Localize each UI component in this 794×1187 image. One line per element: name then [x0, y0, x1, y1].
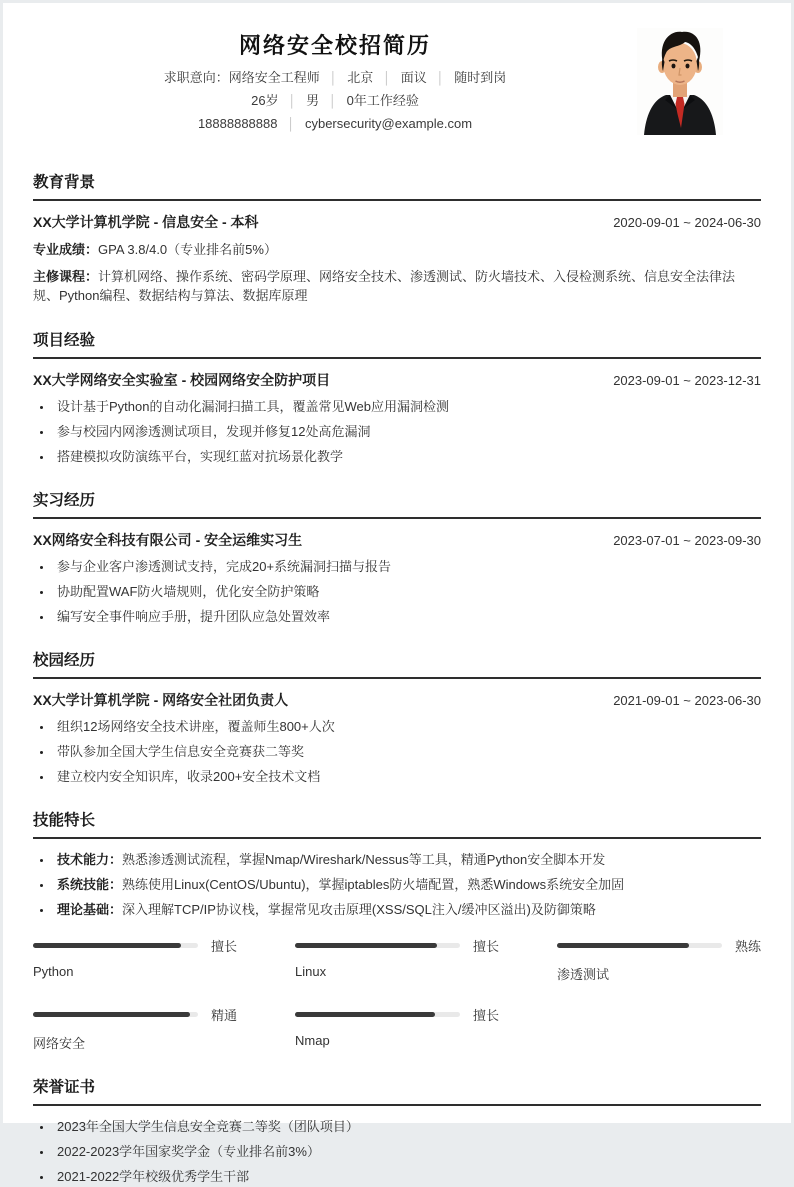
bullet-item: • 编写安全事件响应手册，提升团队应急处置效率: [53, 608, 761, 625]
skill-bullet-label: 技术能力：: [57, 852, 123, 867]
skill-cell-nmap: [295, 1005, 499, 1052]
skill-bar-track: [295, 1012, 460, 1017]
bullet-item: • 搭建模拟攻防演练平台，实现红蓝对抗场景化教学: [53, 448, 761, 465]
skill-bullet-text: 深入理解TCP/IP协议栈，掌握常见攻击原理(XSS/SQL注入/缓冲区溢出)及防御策略: [122, 902, 596, 917]
section-education: [33, 173, 761, 305]
bullet-item: • 参与企业客户渗透测试支持，完成20+系统漏洞扫描与报告: [53, 558, 761, 575]
skill-bar-track: [33, 943, 198, 948]
section-skills: [33, 811, 761, 1052]
skill-cell-python: [33, 936, 237, 983]
bullet-item: [53, 851, 761, 868]
skill-name: Linux: [295, 964, 327, 979]
skill-bar-row: [295, 936, 499, 955]
phone-value: 18888888888: [197, 116, 278, 131]
skill-bullet-label: 系统技能：: [57, 877, 123, 892]
skill-bullet-text: 熟悉渗透测试流程，掌握Nmap/Wireshark/Nessus等工具，精通Python安全脚本开发: [122, 852, 606, 867]
heading-honors: 荣誉证书: [33, 1078, 761, 1106]
resume-header: [33, 28, 761, 135]
honors-bullet-list: [33, 1118, 761, 1185]
experience-value: 0年工作经验: [346, 93, 419, 108]
skill-bar-track: [33, 1012, 198, 1017]
bullet-item: • 组织12场网络安全技术讲座，覆盖师生800+人次: [53, 718, 761, 735]
internship-bullet-list: [33, 558, 761, 625]
job-intent-availability: 随时到岗: [454, 70, 507, 85]
skill-level-label: 擅长: [472, 939, 499, 954]
heading-internship: 实习经历: [33, 491, 761, 519]
project-entry-title: XX大学网络安全实验室 - 校园网络安全防护项目: [33, 372, 331, 388]
bullet-item: [53, 901, 761, 918]
job-intent-position: 网络安全工程师: [228, 70, 320, 85]
courses-row: [33, 267, 761, 305]
skill-cell-pentest: [557, 936, 761, 983]
education-entry-title: XX大学计算机学院 - 信息安全 - 本科: [33, 214, 259, 230]
job-intent-line: [33, 71, 637, 85]
skill-bar-row: [295, 1005, 499, 1024]
bullet-item: • 2022-2023学年国家奖学金（专业排名前3%）: [53, 1143, 761, 1160]
section-honors: [33, 1078, 761, 1185]
skill-cell-linux: [295, 936, 499, 983]
skill-bar-fill: [295, 1012, 435, 1017]
section-campus: [33, 651, 761, 785]
age-value: 26岁: [251, 93, 279, 108]
gpa-value: GPA 3.8/4.0（专业排名前5%）: [98, 242, 277, 257]
bullet-item: • 2023年全国大学生信息安全竞赛二等奖（团队项目）: [53, 1118, 761, 1135]
separator: │: [329, 71, 338, 85]
page-title: 网络安全校招简历: [238, 33, 431, 58]
heading-education: 教育背景: [33, 173, 761, 201]
skill-bar-row: [33, 936, 237, 955]
project-bullet-list: [33, 398, 761, 465]
skill-bar-grid: [33, 936, 761, 1052]
project-entry-date: 2023-09-01 ~ 2023-12-31: [613, 373, 761, 388]
bullet-item: • 建立校内安全知识库，收录200+安全技术文档: [53, 768, 761, 785]
gpa-label: 专业成绩：: [33, 242, 99, 257]
section-internship: [33, 491, 761, 625]
campus-bullet-list: [33, 718, 761, 785]
skill-name: 网络安全: [33, 1036, 86, 1051]
bullet-item: • 设计基于Python的自动化漏洞扫描工具，覆盖常见Web应用漏洞检测: [53, 398, 761, 415]
campus-entry-head: [33, 691, 761, 710]
internship-entry-head: [33, 531, 761, 550]
bullet-item: • 参与校园内网渗透测试项目，发现并修复12处高危漏洞: [53, 423, 761, 440]
portrait-avatar-icon: [637, 28, 723, 135]
skill-bar-row: [557, 936, 761, 955]
campus-entry-title: XX大学计算机学院 - 网络安全社团负责人: [33, 692, 289, 708]
internship-entry-date: 2023-07-01 ~ 2023-09-30: [613, 533, 761, 548]
courses-value: 计算机网络、操作系统、密码学原理、网络安全技术、渗透测试、防火墙技术、入侵检测系统、信息安全法律法规、Python编程、数据结构与算法、数据库原理: [33, 269, 736, 303]
skill-bar-track: [557, 943, 722, 948]
separator: │: [288, 94, 297, 108]
skill-name: 渗透测试: [557, 967, 610, 982]
skill-level-label: 擅长: [210, 939, 237, 954]
skill-bullet-label: 理论基础：: [57, 902, 123, 917]
header-text-block: [33, 28, 637, 131]
heading-skills: 技能特长: [33, 811, 761, 839]
gpa-row: [33, 240, 761, 259]
skill-level-label: 熟练: [734, 939, 761, 954]
job-intent-city: 北京: [347, 70, 374, 85]
resume-page: [3, 3, 791, 1184]
education-entry-date: 2020-09-01 ~ 2024-06-30: [613, 215, 761, 230]
profile-photo: [637, 28, 723, 135]
gender-value: 男: [306, 93, 320, 108]
bullet-item: • 2021-2022学年校级优秀学生干部: [53, 1168, 761, 1185]
section-project: [33, 331, 761, 465]
job-intent-salary: 面议: [400, 70, 427, 85]
bullet-item: [53, 876, 761, 893]
email-value: cybersecurity@example.com: [304, 116, 473, 131]
job-intent-label: 求职意向：: [163, 70, 229, 85]
courses-label: 主修课程：: [33, 269, 99, 284]
skill-bar-fill: [33, 1012, 190, 1017]
skill-level-label: 擅长: [472, 1008, 499, 1023]
heading-project: 项目经验: [33, 331, 761, 359]
skill-level-label: 精通: [210, 1008, 237, 1023]
skills-bullet-list: [33, 851, 761, 918]
skill-bullet-text: 熟练使用Linux(CentOS/Ubuntu)，掌握iptables防火墙配置，熟悉Windows系统安全加固: [122, 877, 625, 892]
campus-entry-date: 2021-09-01 ~ 2023-06-30: [613, 693, 761, 708]
project-entry-head: [33, 371, 761, 390]
bullet-item: • 带队参加全国大学生信息安全竞赛获二等奖: [53, 743, 761, 760]
separator: │: [329, 94, 337, 108]
skill-bar-fill: [295, 943, 437, 948]
skill-bar-fill: [557, 943, 689, 948]
contact-line: [33, 117, 637, 131]
skill-name: Nmap: [295, 1033, 330, 1048]
skill-bar-row: [33, 1005, 237, 1024]
skill-name: Python: [33, 964, 74, 979]
bullet-item: • 协助配置WAF防火墙规则，优化安全防护策略: [53, 583, 761, 600]
separator: │: [436, 71, 445, 85]
separator: │: [383, 71, 391, 85]
skill-cell-netsec: [33, 1005, 237, 1052]
education-entry-head: [33, 213, 761, 232]
basic-info-line: [33, 94, 637, 108]
separator: │: [287, 117, 295, 131]
internship-entry-title: XX网络安全科技有限公司 - 安全运维实习生: [33, 532, 303, 548]
skill-bar-fill: [33, 943, 181, 948]
skill-bar-track: [295, 943, 460, 948]
heading-campus: 校园经历: [33, 651, 761, 679]
